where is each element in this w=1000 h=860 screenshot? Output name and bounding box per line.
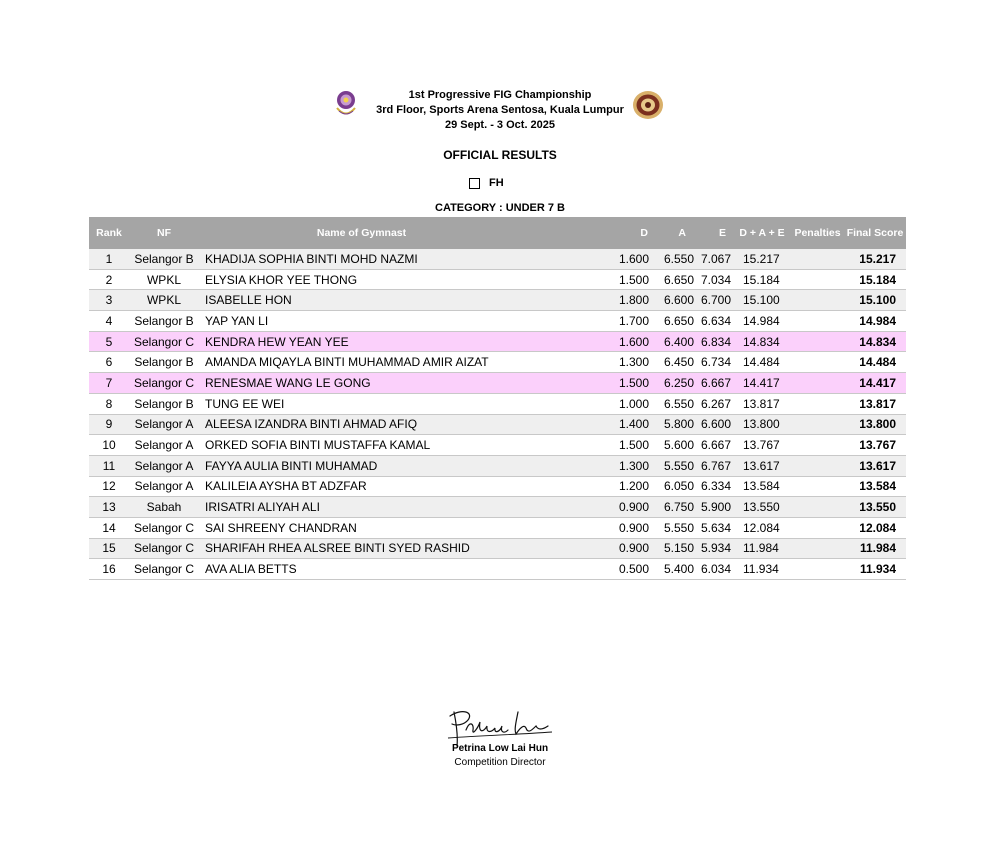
d-score-cell: 0.900 bbox=[524, 497, 651, 518]
nf-cell: WPKL bbox=[129, 269, 199, 290]
official-results-title: OFFICIAL RESULTS bbox=[443, 148, 557, 162]
final-score-cell: 11.934 bbox=[844, 559, 906, 580]
nf-cell: Selangor C bbox=[129, 331, 199, 352]
rank-cell: 6 bbox=[89, 352, 129, 373]
a-score-cell: 6.550 bbox=[651, 249, 696, 269]
dae-total-cell: 15.217 bbox=[733, 249, 791, 269]
penalties-cell bbox=[791, 373, 844, 394]
a-score-cell: 6.650 bbox=[651, 311, 696, 332]
penalties-cell bbox=[791, 476, 844, 497]
d-score-cell: 1.200 bbox=[524, 476, 651, 497]
table-row bbox=[89, 290, 906, 311]
nf-cell: Sabah bbox=[129, 497, 199, 518]
table-row bbox=[89, 393, 906, 414]
nf-cell: Selangor A bbox=[129, 455, 199, 476]
col-e: E bbox=[696, 217, 733, 249]
table-row bbox=[89, 269, 906, 290]
d-score-cell: 1.500 bbox=[524, 373, 651, 394]
col-rank: Rank bbox=[89, 217, 129, 249]
dae-total-cell: 13.584 bbox=[733, 476, 791, 497]
e-score-cell: 5.900 bbox=[696, 497, 733, 518]
a-score-cell: 5.400 bbox=[651, 559, 696, 580]
penalties-cell bbox=[791, 497, 844, 518]
a-score-cell: 5.800 bbox=[651, 414, 696, 435]
d-score-cell: 1.800 bbox=[524, 290, 651, 311]
penalties-cell bbox=[791, 538, 844, 559]
dae-total-cell: 11.934 bbox=[733, 559, 791, 580]
col-penalties: Penalties bbox=[791, 217, 844, 249]
e-score-cell: 6.667 bbox=[696, 373, 733, 394]
gymnast-name-cell: FAYYA AULIA BINTI MUHAMAD bbox=[199, 455, 524, 476]
final-score-cell: 14.484 bbox=[844, 352, 906, 373]
dae-total-cell: 12.084 bbox=[733, 517, 791, 538]
gymnast-name-cell: AVA ALIA BETTS bbox=[199, 559, 524, 580]
d-score-cell: 1.600 bbox=[524, 249, 651, 269]
dae-total-cell: 13.800 bbox=[733, 414, 791, 435]
dae-total-cell: 15.100 bbox=[733, 290, 791, 311]
results-body bbox=[89, 249, 906, 580]
gymnast-name-cell: AMANDA MIQAYLA BINTI MUHAMMAD AMIR AIZAT bbox=[199, 352, 524, 373]
final-score-cell: 14.834 bbox=[844, 331, 906, 352]
rank-cell: 7 bbox=[89, 373, 129, 394]
dae-total-cell: 14.984 bbox=[733, 311, 791, 332]
e-score-cell: 6.734 bbox=[696, 352, 733, 373]
rank-cell: 12 bbox=[89, 476, 129, 497]
e-score-cell: 6.600 bbox=[696, 414, 733, 435]
nf-cell: Selangor C bbox=[129, 538, 199, 559]
d-score-cell: 0.900 bbox=[524, 517, 651, 538]
dae-total-cell: 14.484 bbox=[733, 352, 791, 373]
final-score-cell: 13.550 bbox=[844, 497, 906, 518]
e-score-cell: 7.034 bbox=[696, 269, 733, 290]
final-score-cell: 13.817 bbox=[844, 393, 906, 414]
table-row bbox=[89, 249, 906, 269]
dae-total-cell: 14.417 bbox=[733, 373, 791, 394]
rank-cell: 1 bbox=[89, 249, 129, 269]
category-title: CATEGORY : UNDER 7 B bbox=[435, 202, 565, 214]
col-final-score: Final Score bbox=[844, 217, 906, 249]
a-score-cell: 5.150 bbox=[651, 538, 696, 559]
gymnast-name-cell: ELYSIA KHOR YEE THONG bbox=[199, 269, 524, 290]
d-score-cell: 1.400 bbox=[524, 414, 651, 435]
a-score-cell: 5.550 bbox=[651, 455, 696, 476]
nf-cell: Selangor B bbox=[129, 393, 199, 414]
a-score-cell: 6.550 bbox=[651, 393, 696, 414]
penalties-cell bbox=[791, 311, 844, 332]
table-header-row bbox=[89, 217, 906, 249]
penalties-cell bbox=[791, 517, 844, 538]
competition-header bbox=[0, 88, 1000, 133]
final-score-cell: 15.184 bbox=[844, 269, 906, 290]
final-score-cell: 13.800 bbox=[844, 414, 906, 435]
d-score-cell: 1.500 bbox=[524, 269, 651, 290]
dae-total-cell: 15.184 bbox=[733, 269, 791, 290]
penalties-cell bbox=[791, 269, 844, 290]
final-score-cell: 12.084 bbox=[844, 517, 906, 538]
dae-total-cell: 13.617 bbox=[733, 455, 791, 476]
dae-total-cell: 13.767 bbox=[733, 435, 791, 456]
event-venue: 3rd Floor, Sports Arena Sentosa, Kuala Lumpur bbox=[376, 104, 624, 116]
nf-cell: Selangor B bbox=[129, 249, 199, 269]
nf-cell: WPKL bbox=[129, 290, 199, 311]
final-score-cell: 11.984 bbox=[844, 538, 906, 559]
table-row bbox=[89, 517, 906, 538]
apparatus-checkbox bbox=[469, 178, 480, 189]
dae-total-cell: 14.834 bbox=[733, 331, 791, 352]
rank-cell: 3 bbox=[89, 290, 129, 311]
a-score-cell: 6.450 bbox=[651, 352, 696, 373]
e-score-cell: 6.667 bbox=[696, 435, 733, 456]
rank-cell: 9 bbox=[89, 414, 129, 435]
nf-cell: Selangor B bbox=[129, 311, 199, 332]
d-score-cell: 1.500 bbox=[524, 435, 651, 456]
gymnast-name-cell: KHADIJA SOPHIA BINTI MOHD NAZMI bbox=[199, 249, 524, 269]
d-score-cell: 1.300 bbox=[524, 352, 651, 373]
nf-cell: Selangor C bbox=[129, 517, 199, 538]
penalties-cell bbox=[791, 435, 844, 456]
gymnast-name-cell: RENESMAE WANG LE GONG bbox=[199, 373, 524, 394]
table-row bbox=[89, 373, 906, 394]
rank-cell: 15 bbox=[89, 538, 129, 559]
director-name: Petrina Low Lai Hun bbox=[451, 743, 549, 754]
col-d: D bbox=[524, 217, 651, 249]
d-score-cell: 0.500 bbox=[524, 559, 651, 580]
nf-cell: Selangor A bbox=[129, 435, 199, 456]
gymnast-name-cell: IRISATRI ALIYAH ALI bbox=[199, 497, 524, 518]
e-score-cell: 6.034 bbox=[696, 559, 733, 580]
e-score-cell: 6.634 bbox=[696, 311, 733, 332]
final-score-cell: 13.767 bbox=[844, 435, 906, 456]
a-score-cell: 6.750 bbox=[651, 497, 696, 518]
apparatus-row bbox=[469, 176, 504, 190]
col-a: A bbox=[651, 217, 696, 249]
penalties-cell bbox=[791, 249, 844, 269]
final-score-cell: 14.417 bbox=[844, 373, 906, 394]
table-row bbox=[89, 476, 906, 497]
rank-cell: 2 bbox=[89, 269, 129, 290]
gymnast-name-cell: ORKED SOFIA BINTI MUSTAFFA KAMAL bbox=[199, 435, 524, 456]
rank-cell: 11 bbox=[89, 455, 129, 476]
final-score-cell: 14.984 bbox=[844, 311, 906, 332]
d-score-cell: 1.000 bbox=[524, 393, 651, 414]
penalties-cell bbox=[791, 352, 844, 373]
gymnast-name-cell: TUNG EE WEI bbox=[199, 393, 524, 414]
results-table bbox=[89, 217, 906, 580]
a-score-cell: 5.550 bbox=[651, 517, 696, 538]
penalties-cell bbox=[791, 455, 844, 476]
nf-cell: Selangor A bbox=[129, 414, 199, 435]
d-score-cell: 1.300 bbox=[524, 455, 651, 476]
table-row bbox=[89, 455, 906, 476]
table-row bbox=[89, 538, 906, 559]
final-score-cell: 13.617 bbox=[844, 455, 906, 476]
e-score-cell: 6.767 bbox=[696, 455, 733, 476]
nf-cell: Selangor C bbox=[129, 373, 199, 394]
a-score-cell: 5.600 bbox=[651, 435, 696, 456]
col-nf: NF bbox=[129, 217, 199, 249]
gymnast-name-cell: YAP YAN LI bbox=[199, 311, 524, 332]
e-score-cell: 5.634 bbox=[696, 517, 733, 538]
gymnast-name-cell: KENDRA HEW YEAN YEE bbox=[199, 331, 524, 352]
d-score-cell: 1.700 bbox=[524, 311, 651, 332]
e-score-cell: 7.067 bbox=[696, 249, 733, 269]
gymnast-name-cell: SHARIFAH RHEA ALSREE BINTI SYED RASHID bbox=[199, 538, 524, 559]
e-score-cell: 6.700 bbox=[696, 290, 733, 311]
rank-cell: 4 bbox=[89, 311, 129, 332]
apparatus-label: FH bbox=[489, 177, 504, 189]
nf-cell: Selangor B bbox=[129, 352, 199, 373]
final-score-cell: 13.584 bbox=[844, 476, 906, 497]
dae-total-cell: 11.984 bbox=[733, 538, 791, 559]
a-score-cell: 6.400 bbox=[651, 331, 696, 352]
dae-total-cell: 13.817 bbox=[733, 393, 791, 414]
event-dates: 29 Sept. - 3 Oct. 2025 bbox=[444, 119, 556, 131]
col-dae: D + A + E bbox=[733, 217, 791, 249]
rank-cell: 16 bbox=[89, 559, 129, 580]
penalties-cell bbox=[791, 414, 844, 435]
penalties-cell bbox=[791, 559, 844, 580]
e-score-cell: 5.934 bbox=[696, 538, 733, 559]
gymnast-name-cell: ISABELLE HON bbox=[199, 290, 524, 311]
nf-cell: Selangor C bbox=[129, 559, 199, 580]
table-row bbox=[89, 435, 906, 456]
nf-cell: Selangor A bbox=[129, 476, 199, 497]
gymnast-name-cell: SAI SHREENY CHANDRAN bbox=[199, 517, 524, 538]
table-row bbox=[89, 331, 906, 352]
table-row bbox=[89, 352, 906, 373]
gymnast-name-cell: KALILEIA AYSHA BT ADZFAR bbox=[199, 476, 524, 497]
e-score-cell: 6.334 bbox=[696, 476, 733, 497]
gymnast-name-cell: ALEESA IZANDRA BINTI AHMAD AFIQ bbox=[199, 414, 524, 435]
e-score-cell: 6.267 bbox=[696, 393, 733, 414]
table-row bbox=[89, 311, 906, 332]
a-score-cell: 6.250 bbox=[651, 373, 696, 394]
table-row bbox=[89, 414, 906, 435]
rank-cell: 8 bbox=[89, 393, 129, 414]
final-score-cell: 15.217 bbox=[844, 249, 906, 269]
penalties-cell bbox=[791, 393, 844, 414]
rank-cell: 14 bbox=[89, 517, 129, 538]
e-score-cell: 6.834 bbox=[696, 331, 733, 352]
penalties-cell bbox=[791, 290, 844, 311]
table-row bbox=[89, 559, 906, 580]
a-score-cell: 6.600 bbox=[651, 290, 696, 311]
d-score-cell: 1.600 bbox=[524, 331, 651, 352]
director-title: Competition Director bbox=[454, 757, 546, 768]
rank-cell: 10 bbox=[89, 435, 129, 456]
a-score-cell: 6.650 bbox=[651, 269, 696, 290]
final-score-cell: 15.100 bbox=[844, 290, 906, 311]
a-score-cell: 6.050 bbox=[651, 476, 696, 497]
event-title: 1st Progressive FIG Championship bbox=[408, 89, 592, 101]
col-name: Name of Gymnast bbox=[199, 217, 524, 249]
rank-cell: 5 bbox=[89, 331, 129, 352]
rank-cell: 13 bbox=[89, 497, 129, 518]
penalties-cell bbox=[791, 331, 844, 352]
d-score-cell: 0.900 bbox=[524, 538, 651, 559]
dae-total-cell: 13.550 bbox=[733, 497, 791, 518]
table-row bbox=[89, 497, 906, 518]
